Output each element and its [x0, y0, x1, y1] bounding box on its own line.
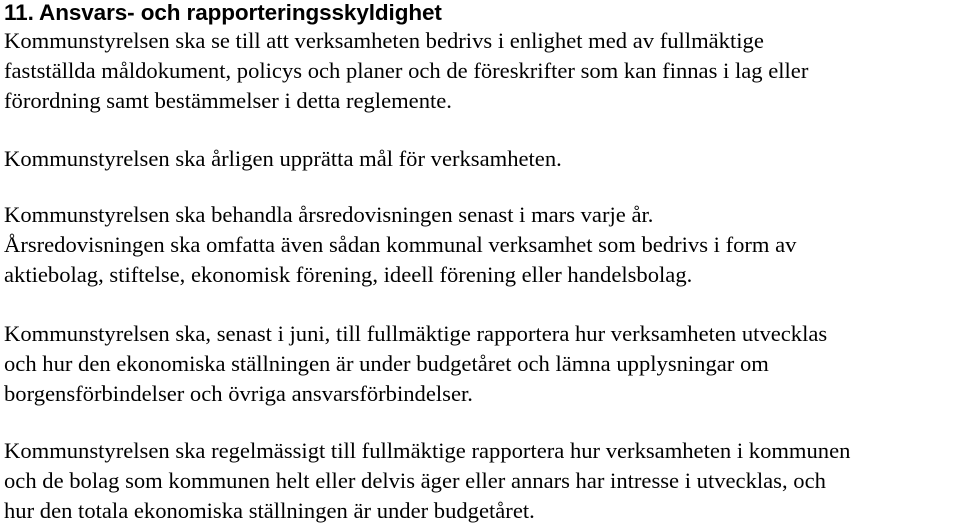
paragraph-line: Kommunstyrelsen ska se till att verksamheten bedrivs i enlighet med av fullmäktige: [4, 28, 764, 53]
paragraph-line: förordning samt bestämmelser i detta reglemente.: [4, 88, 452, 113]
paragraph-line: fastställda måldokument, policys och planer och de föreskrifter som kan finnas i lag eller: [4, 58, 809, 83]
paragraph-regular-report: [4, 436, 850, 526]
paragraph-line: och de bolag som kommunen helt eller delvis äger eller annars har intresse i utvecklas, och: [4, 468, 826, 493]
paragraph-responsibility: [4, 26, 808, 116]
paragraph-june-report: [4, 319, 827, 409]
paragraph-line: aktiebolag, stiftelse, ekonomisk förening, ideell förening eller handelsbolag.: [4, 262, 693, 287]
paragraph-line: Kommunstyrelsen ska årligen upprätta mål för verksamheten.: [4, 146, 562, 171]
paragraph-annual-report: [4, 200, 796, 290]
paragraph-line: borgensförbindelser och övriga ansvarsförbindelser.: [4, 381, 473, 406]
paragraph-annual-goals: [4, 144, 562, 174]
paragraph-line: Kommunstyrelsen ska, senast i juni, till fullmäktige rapportera hur verksamheten utvecklas: [4, 321, 828, 346]
paragraph-line: och hur den ekonomiska ställningen är under budgetåret och lämna upplysningar om: [4, 351, 769, 376]
paragraph-line: hur den totala ekonomiska ställningen är under budgetåret.: [4, 498, 535, 523]
paragraph-line: Kommunstyrelsen ska regelmässigt till fullmäktige rapportera hur verksamheten i kommunen: [4, 438, 851, 463]
paragraph-line: Kommunstyrelsen ska behandla årsredovisningen senast i mars varje år.: [4, 202, 654, 227]
paragraph-line: Årsredovisningen ska omfatta även sådan kommunal verksamhet som bedrivs i form av: [4, 232, 797, 257]
section-heading: 11. Ansvars- och rapporteringsskyldighet: [4, 0, 442, 25]
